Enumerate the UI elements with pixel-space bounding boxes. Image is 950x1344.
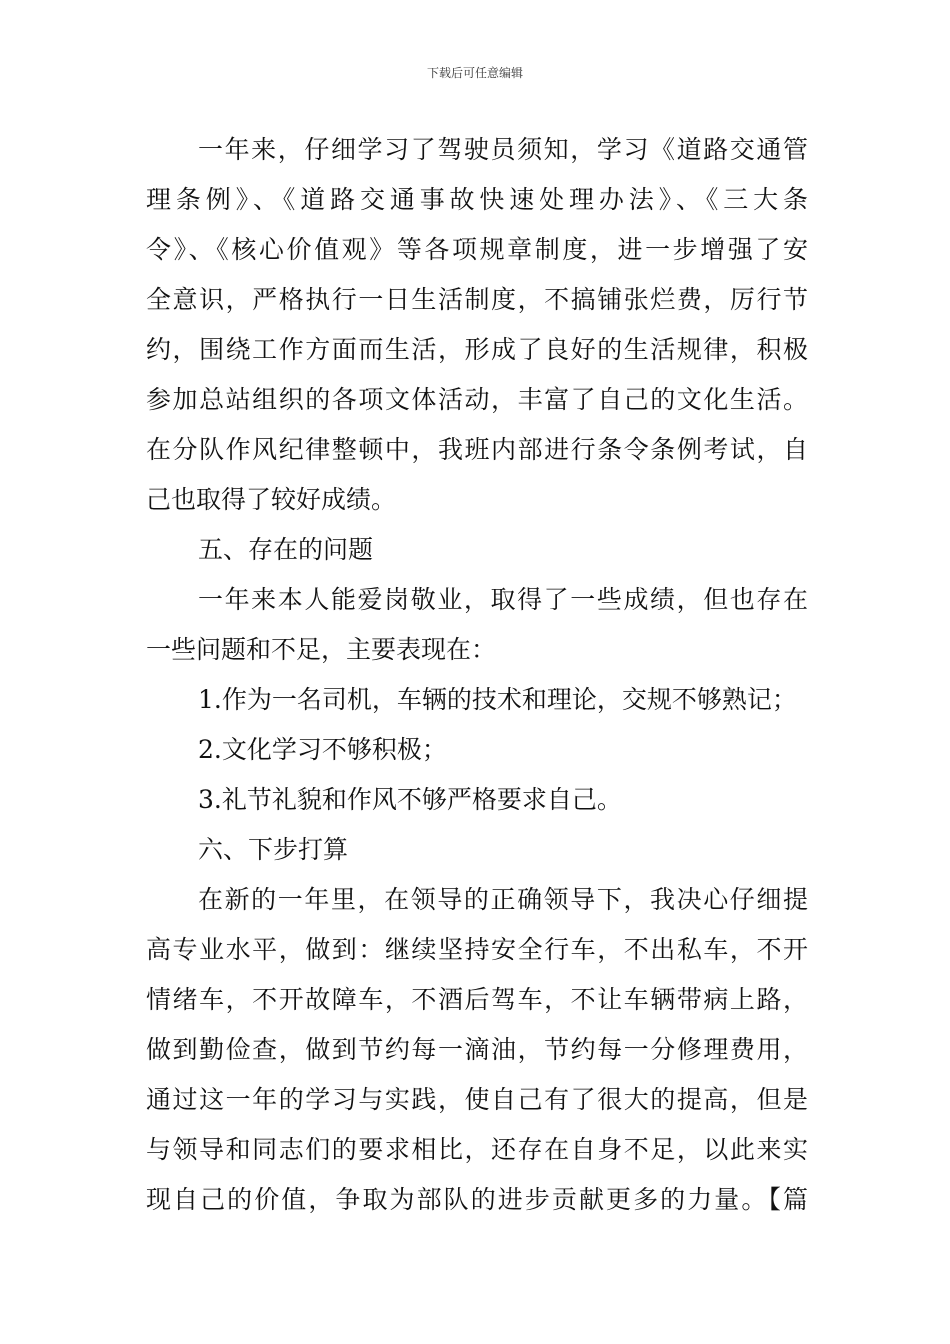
page-header: 下载后可任意编辑: [426, 66, 523, 80]
text-line: 己也取得了较好成绩。: [146, 485, 397, 514]
text-line: 一些问题和不足，主要表现在：: [146, 635, 497, 664]
text-line: 做到勤俭查，做到节约每一滴油，节约每一分修理费用，: [146, 1035, 808, 1064]
text-line: 现自己的价值，争取为部队的进步贡献更多的力量。【篇: [146, 1185, 808, 1214]
text-line: 一年来，仔细学习了驾驶员须知，学习《道路交通管: [198, 135, 808, 164]
text-line: 在新的一年里，在领导的正确领导下，我决心仔细提: [198, 885, 808, 914]
document-body: [146, 125, 808, 1225]
text-line: 五、存在的问题: [198, 535, 374, 564]
text-line: 六、下步打算: [198, 835, 349, 864]
text-line: 参加总站组织的各项文体活动，丰富了自己的文化生活。: [146, 385, 808, 414]
text-line: 令》、《核心价值观》等各项规章制度，进一步增强了安: [146, 235, 808, 264]
text-line: 通过这一年的学习与实践，使自己有了很大的提高，但是: [146, 1085, 808, 1114]
text-line: 理条例》、《道路交通事故快速处理办法》、《三大条: [146, 185, 808, 214]
text-line: 2.文化学习不够积极；: [198, 735, 447, 764]
text-line: 1.作为一名司机，车辆的技术和理论，交规不够熟记；: [198, 685, 797, 714]
text-line: 约，围绕工作方面而生活，形成了良好的生活规律，积极: [146, 335, 808, 364]
text-line: 在分队作风纪律整顿中，我班内部进行条令条例考试，自: [146, 435, 808, 464]
text-line: 3.礼节礼貌和作风不够严格要求自己。: [198, 785, 622, 814]
text-line: 全意识，严格执行一日生活制度，不搞铺张烂费，厉行节: [146, 285, 808, 314]
text-line: 情绪车，不开故障车，不酒后驾车，不让车辆带病上路，: [146, 985, 808, 1014]
text-line: 一年来本人能爱岗敬业，取得了一些成绩，但也存在: [198, 585, 808, 614]
text-line: 与领导和同志们的要求相比，还存在自身不足，以此来实: [146, 1135, 808, 1164]
text-line: 高专业水平，做到：继续坚持安全行车，不出私车，不开: [146, 935, 808, 964]
